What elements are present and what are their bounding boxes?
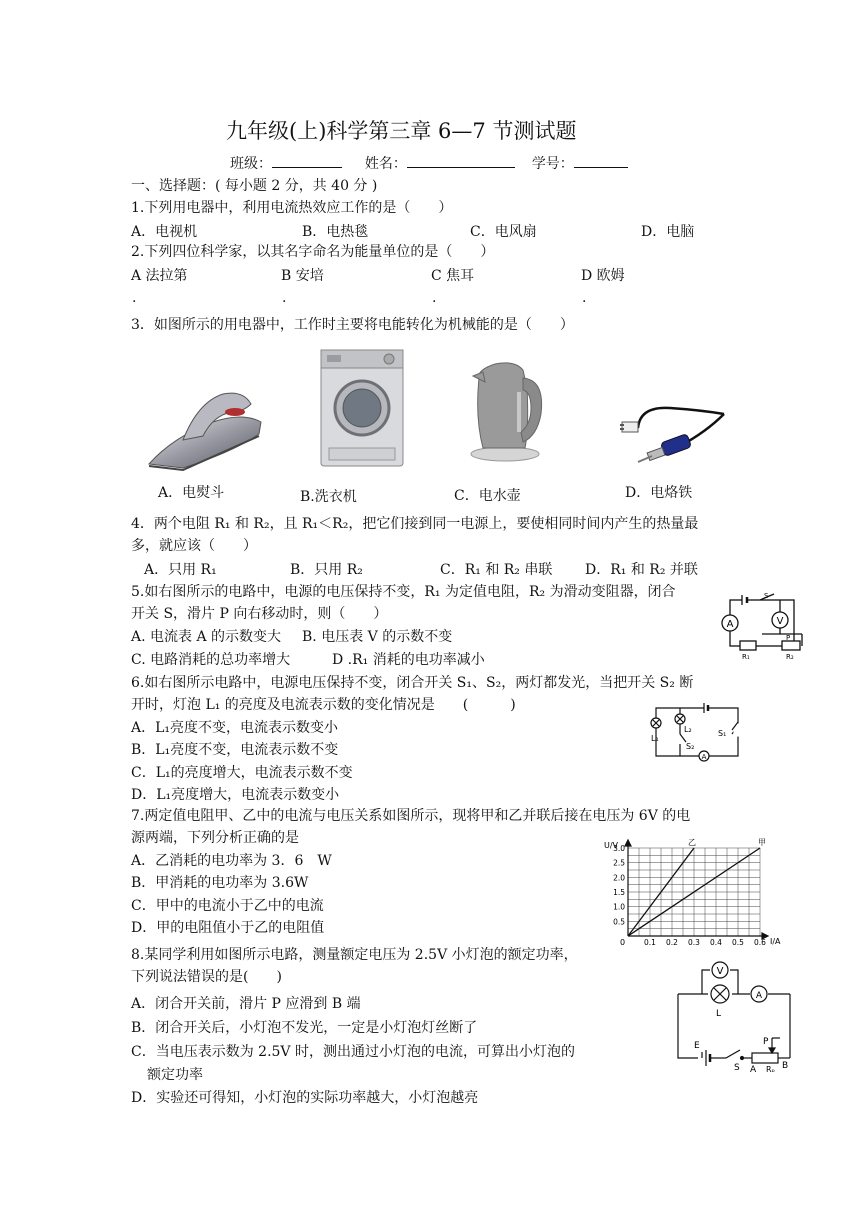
q3-option-b: B.洗衣机 [300, 489, 357, 505]
q8-ammeter-label: A [755, 991, 763, 1001]
q5-circuit-diagram [716, 590, 814, 662]
q2-option-d: D 欧姆 [581, 268, 625, 284]
q8-switch-label: S [734, 1063, 740, 1072]
q7-option-b: B．甲消耗的电功率为 3.6W [131, 875, 309, 891]
student-info [230, 153, 628, 173]
q5-option-c: C. 电路消耗的总功率增大 [131, 652, 291, 668]
chart-y-tick-label: 2.5 [613, 858, 625, 868]
q1-option-d: D．电脑 [641, 224, 695, 240]
q8-stem-line2: 下列说法错误的是( ) [131, 969, 282, 985]
q5-r2-label: R₂ [786, 653, 794, 661]
q8-option-b: B．闭合开关后，小灯泡不发光，一定是小灯泡灯丝断了 [131, 1020, 478, 1036]
q8-option-a: A．闭合开关前，滑片 P 应滑到 B 端 [131, 996, 361, 1012]
chart-x-tick-label: 0.4 [710, 938, 722, 947]
chart-x-tick-label: 0.3 [688, 938, 700, 947]
q4-option-a: A．只用 R₁ [144, 562, 217, 578]
chart-series-label: 乙 [688, 838, 696, 847]
washing-machine-image [319, 348, 405, 468]
chart-y-tick-label: 3.0 [613, 844, 625, 853]
name-label: 姓名： [364, 156, 407, 172]
name-blank[interactable] [407, 153, 515, 168]
q1-option-a: A．电视机 [131, 224, 198, 240]
q4-option-c: C．R₁ 和 R₂ 串联 [440, 562, 553, 578]
q6-s1-label: S₁ [718, 729, 727, 738]
q4-option-b: B．只用 R₂ [290, 562, 363, 578]
chart-x-tick-label: 0.2 [666, 938, 678, 947]
q3-option-a: A．电熨斗 [158, 485, 225, 501]
q6-stem-line1: 6.如右图所示电路中，电源电压保持不变，闭合开关 S₁、S₂，两灯都发光，当把开关 S₂ 断 [131, 675, 694, 691]
class-blank[interactable] [272, 153, 342, 168]
q2-option-a: A 法拉第 [131, 268, 188, 284]
q2-dot-a: . [132, 290, 137, 306]
q5-r1-label: R₁ [742, 653, 750, 661]
q1-stem: 1.下列用电器中，利用电流热效应工作的是（ ） [131, 200, 453, 216]
q6-option-c: C．L₁的亮度增大，电流表示数不变 [131, 765, 353, 781]
q6-stem-line2: 开时，灯泡 L₁ 的亮度及电流表示数的变化情况是 ( ) [131, 697, 516, 713]
q4-option-d: D．R₁ 和 R₂ 并联 [585, 562, 698, 578]
q8-option-d: D．实验还可得知，小灯泡的实际功率越大，小灯泡越亮 [131, 1090, 479, 1106]
q7-stem-line2: 源两端，下列分析正确的是 [131, 830, 299, 846]
current-voltage-chart [602, 836, 788, 948]
q8-battery-label: E [694, 1041, 700, 1051]
q6-l2-label: L₂ [684, 725, 692, 734]
class-label: 班级： [230, 156, 272, 172]
q8-rheostat-label: Rₚ [766, 1065, 775, 1072]
q3-stem: 3．如图所示的用电器中，工作时主要将电能转化为机械能的是（ ） [131, 317, 574, 333]
q6-option-a: A．L₁亮度不变，电流表示数变小 [131, 720, 339, 736]
q8-voltmeter-label: V [716, 966, 724, 977]
electric-iron-image [143, 382, 265, 472]
q2-dot-d: . [582, 290, 587, 306]
q5-stem-line2: 开关 S，滑片 P 向右移动时，则（ ） [131, 606, 388, 622]
q1-option-b: B．电热毯 [302, 224, 369, 240]
q8-end-b-label: B [782, 1061, 789, 1071]
q5-switch-label: S [764, 592, 769, 600]
q5-option-d: D .R₁ 消耗的电功率减小 [332, 652, 485, 668]
q7-option-a: A．乙消耗的电功率为 3．6 W [131, 853, 332, 869]
section-heading: 一、选择题：( 每小题 2 分，共 40 分 ) [131, 178, 378, 194]
chart-y-tick-label: 2.0 [613, 873, 625, 883]
q5-stem-line1: 5.如右图所示的电路中，电源的电压保持不变，R₁ 为定值电阻，R₂ 为滑动变阻器，闭合 [131, 584, 676, 600]
chart-origin-label: 0 [620, 938, 626, 947]
q6-s2-label: S₂ [686, 742, 695, 751]
q8-end-a-label: A [750, 1065, 757, 1072]
chart-x-tick-label: 0.6 [754, 938, 766, 947]
q4-stem-line1: 4．两个电阻 R₁ 和 R₂，且 R₁＜R₂，把它们接到同一电源上，要使相同时间内产生的热量最 [131, 516, 699, 532]
q8-stem-line1: 8.某同学利用如图所示电路，测量额定电压为 2.5V 小灯泡的额定功率， [131, 947, 578, 963]
q3-option-d: D．电烙铁 [625, 485, 693, 501]
q2-option-b: B 安培 [281, 268, 324, 284]
q2-option-c: C 焦耳 [431, 268, 475, 284]
q7-stem-line1: 7.两定值电阻甲、乙中的电流与电压关系如图所示，现将甲和乙并联后接在电压为 6V 的电 [131, 808, 691, 824]
q5-ammeter-label: A [726, 619, 734, 630]
soldering-iron-image [620, 398, 732, 470]
q6-option-d: D．L₁亮度增大，电流表示数变小 [131, 787, 340, 803]
q8-circuit-diagram [672, 960, 798, 1072]
q5-slider-label: P [786, 634, 791, 642]
q4-stem-line2: 多，就应该（ ） [131, 538, 257, 554]
chart-series-label: 甲 [758, 838, 766, 847]
id-blank[interactable] [574, 153, 628, 168]
q8-slider-label: P [763, 1037, 769, 1047]
q6-option-b: B．L₁亮度不变，电流表示数不变 [131, 742, 339, 758]
chart-x-tick-label: 0.5 [732, 938, 744, 947]
q3-option-c: C．电水壶 [454, 488, 521, 504]
q8-option-c-line1: C．当电压表示数为 2.5V 时，测出通过小灯泡的电流，可算出小灯泡的 [131, 1044, 575, 1060]
q6-ammeter-label: A [701, 753, 707, 761]
q2-dot-c: . [432, 290, 437, 306]
q6-l1-label: L₁ [651, 734, 659, 743]
q6-circuit-diagram [648, 700, 744, 764]
q1-option-c: C．电风扇 [470, 224, 537, 240]
id-label: 学号： [531, 156, 574, 172]
chart-y-tick-label: 1.0 [613, 902, 625, 912]
q8-lamp-label: L [716, 1009, 722, 1019]
chart-x-tick-label: 0.1 [644, 938, 656, 947]
q8-option-c-line2: 额定功率 [147, 1067, 203, 1083]
electric-kettle-image [465, 358, 547, 462]
q5-voltmeter-label: V [776, 616, 784, 627]
q2-stem: 2.下列四位科学家，以其名字命名为能量单位的是（ ） [131, 244, 495, 260]
q7-option-d: D．甲的电阻值小于乙的电阻值 [131, 920, 325, 936]
chart-y-tick-label: 1.5 [613, 888, 625, 897]
chart-xlabel: I/A [770, 937, 781, 946]
chart-ylabel: U/V [604, 841, 619, 850]
q5-option-b: B. 电压表 V 的示数不变 [302, 629, 453, 645]
chart-y-tick-label: 0.5 [613, 917, 625, 927]
q7-option-c: C．甲中的电流小于乙中的电流 [131, 898, 324, 914]
q5-option-a: A. 电流表 A 的示数变大 [131, 629, 282, 645]
page-title: 九年级(上)科学第三章 6—7 节测试题 [226, 119, 577, 143]
q2-dot-b: . [282, 290, 287, 306]
